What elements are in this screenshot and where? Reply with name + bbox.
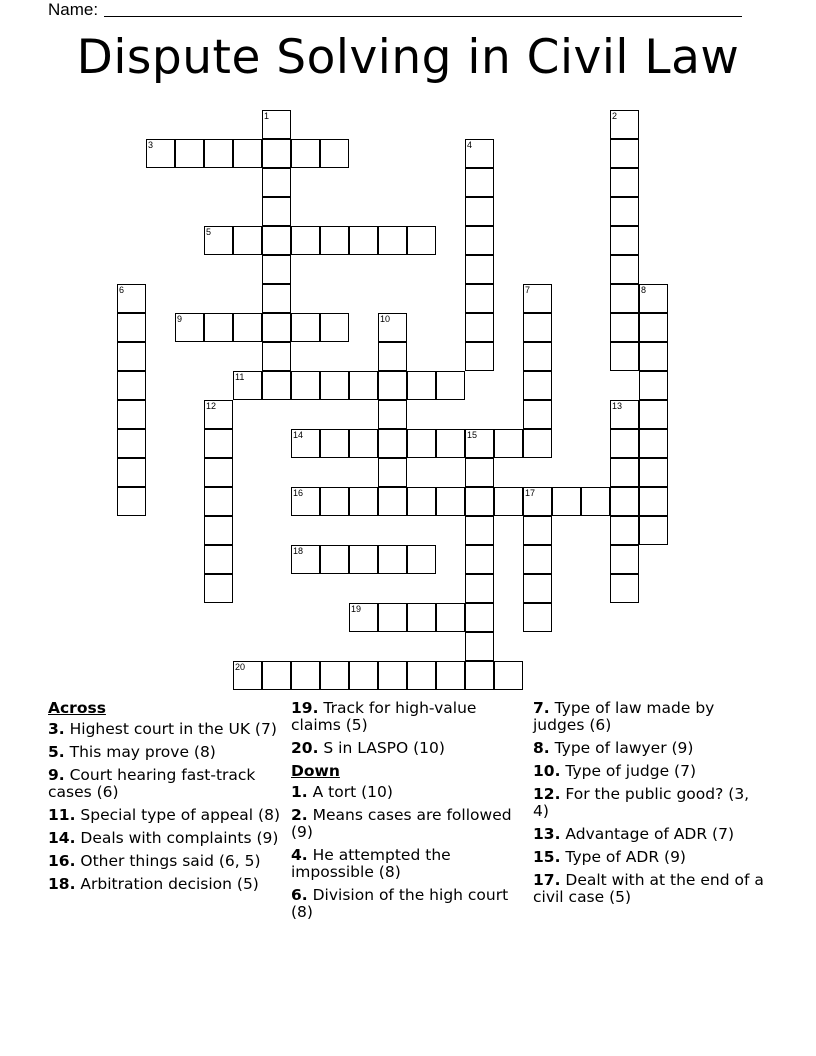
grid-cell[interactable] <box>378 545 407 574</box>
grid-cell[interactable] <box>262 255 291 284</box>
grid-cell[interactable] <box>349 603 378 632</box>
grid-cell[interactable] <box>639 516 668 545</box>
grid-cell[interactable] <box>291 545 320 574</box>
down-clue <box>533 826 769 843</box>
clue-number: 13 <box>612 401 623 411</box>
grid-cell[interactable] <box>523 284 552 313</box>
grid-cell[interactable] <box>262 110 291 139</box>
grid-cell[interactable] <box>407 661 436 690</box>
clue-number: 2 <box>612 111 618 121</box>
clue-number: 10 <box>380 314 391 324</box>
grid-cell[interactable] <box>494 429 523 458</box>
grid-cell[interactable] <box>378 487 407 516</box>
clue-text: A tort (10) <box>307 783 393 801</box>
grid-cell[interactable] <box>407 545 436 574</box>
clue-text: S in LASPO (10) <box>318 739 445 757</box>
clue-text: Type of judge (7) <box>560 762 697 780</box>
across-clue <box>291 700 527 734</box>
grid-cell[interactable] <box>262 371 291 400</box>
grid-cell[interactable] <box>407 487 436 516</box>
clue-text: Other things said (6, 5) <box>75 852 261 870</box>
grid-cell[interactable] <box>639 487 668 516</box>
down-clue <box>291 784 527 801</box>
grid-cell[interactable] <box>465 255 494 284</box>
clue-number: 19 <box>351 604 362 614</box>
grid-cell[interactable] <box>378 342 407 371</box>
grid-cell[interactable] <box>378 313 407 342</box>
clue-number: 6 <box>119 285 125 295</box>
grid-cell[interactable] <box>233 371 262 400</box>
grid-cell[interactable] <box>465 429 494 458</box>
grid-cell[interactable] <box>407 226 436 255</box>
grid-cell[interactable] <box>407 429 436 458</box>
grid-cell[interactable] <box>233 661 262 690</box>
down-clue <box>533 849 769 866</box>
grid-cell[interactable] <box>523 603 552 632</box>
across-heading: Across <box>48 699 106 717</box>
page-title: Dispute Solving in Civil Law <box>76 30 740 85</box>
grid-cell[interactable] <box>117 487 146 516</box>
clue-text: Arbitration decision (5) <box>75 875 259 893</box>
clue-number-label: 2. <box>291 806 308 824</box>
grid-cell[interactable] <box>639 371 668 400</box>
grid-cell[interactable] <box>465 487 494 516</box>
grid-cell[interactable] <box>610 284 639 313</box>
grid-cell[interactable] <box>639 342 668 371</box>
clue-number: 4 <box>467 140 473 150</box>
grid-cell[interactable] <box>494 487 523 516</box>
clue-number-label: 10. <box>533 762 561 780</box>
grid-cell[interactable] <box>610 400 639 429</box>
grid-cell[interactable] <box>610 516 639 545</box>
grid-cell[interactable] <box>204 458 233 487</box>
grid-cell[interactable] <box>610 313 639 342</box>
clue-number-label: 12. <box>533 785 561 803</box>
clue-number: 12 <box>206 401 217 411</box>
grid-cell[interactable] <box>291 661 320 690</box>
grid-cell[interactable] <box>465 632 494 661</box>
grid-cell[interactable] <box>204 487 233 516</box>
clue-number-label: 11. <box>48 806 76 824</box>
grid-cell[interactable] <box>378 603 407 632</box>
grid-cell[interactable] <box>465 458 494 487</box>
grid-cell[interactable] <box>204 516 233 545</box>
clue-number: 5 <box>206 227 212 237</box>
clue-number: 20 <box>235 662 246 672</box>
clue-text: Special type of appeal (8) <box>75 806 280 824</box>
grid-cell[interactable] <box>291 371 320 400</box>
down-clue <box>533 763 769 780</box>
grid-cell[interactable] <box>465 197 494 226</box>
grid-cell[interactable] <box>436 487 465 516</box>
clue-number-label: 14. <box>48 829 76 847</box>
grid-cell[interactable] <box>320 226 349 255</box>
grid-cell[interactable] <box>436 661 465 690</box>
grid-cell[interactable] <box>610 168 639 197</box>
grid-cell[interactable] <box>639 284 668 313</box>
clue-number-label: 7. <box>533 699 550 717</box>
grid-cell[interactable] <box>320 429 349 458</box>
clue-number: 14 <box>293 430 304 440</box>
grid-cell[interactable] <box>204 313 233 342</box>
grid-cell[interactable] <box>175 139 204 168</box>
down-clue <box>291 807 527 841</box>
clue-text: This may prove (8) <box>64 743 216 761</box>
grid-cell[interactable] <box>320 545 349 574</box>
clue-text: Type of lawyer (9) <box>549 739 694 757</box>
grid-cell[interactable] <box>494 661 523 690</box>
grid-cell[interactable] <box>436 603 465 632</box>
clue-number-label: 9. <box>48 766 65 784</box>
grid-cell[interactable] <box>233 226 262 255</box>
down-heading: Down <box>291 762 340 780</box>
grid-cell[interactable] <box>291 139 320 168</box>
clue-number: 1 <box>264 111 270 121</box>
clue-number-label: 18. <box>48 875 76 893</box>
grid-cell[interactable] <box>378 371 407 400</box>
grid-cell[interactable] <box>204 139 233 168</box>
grid-cell[interactable] <box>233 139 262 168</box>
grid-cell[interactable] <box>610 139 639 168</box>
grid-cell[interactable] <box>523 487 552 516</box>
clue-text: Track for high-value claims (5) <box>291 699 477 734</box>
grid-cell[interactable] <box>639 313 668 342</box>
grid-cell[interactable] <box>117 313 146 342</box>
grid-cell[interactable] <box>175 313 204 342</box>
grid-cell[interactable] <box>262 342 291 371</box>
clues-column-3 <box>533 700 769 912</box>
clues-column-1 <box>48 700 284 899</box>
clue-text: Division of the high court (8) <box>291 886 509 921</box>
grid-cell[interactable] <box>291 429 320 458</box>
grid-cell[interactable] <box>523 313 552 342</box>
grid-cell[interactable] <box>465 516 494 545</box>
grid-cell[interactable] <box>204 545 233 574</box>
grid-cell[interactable] <box>523 545 552 574</box>
clue-number-label: 3. <box>48 720 65 738</box>
grid-cell[interactable] <box>262 197 291 226</box>
across-clue <box>48 876 284 893</box>
grid-cell[interactable] <box>523 342 552 371</box>
grid-cell[interactable] <box>320 371 349 400</box>
grid-cell[interactable] <box>117 429 146 458</box>
grid-cell[interactable] <box>117 284 146 313</box>
grid-cell[interactable] <box>378 429 407 458</box>
grid-cell[interactable] <box>523 516 552 545</box>
grid-cell[interactable] <box>610 110 639 139</box>
clue-text: For the public good? (3, 4) <box>533 785 750 820</box>
grid-cell[interactable] <box>349 371 378 400</box>
grid-cell[interactable] <box>610 342 639 371</box>
clue-number-label: 16. <box>48 852 76 870</box>
down-clue <box>533 700 769 734</box>
name-label: Name: <box>48 0 99 19</box>
down-clue <box>533 872 769 906</box>
clue-text: He attempted the impossible (8) <box>291 846 451 881</box>
clue-number: 3 <box>148 140 154 150</box>
grid-cell[interactable] <box>610 429 639 458</box>
clue-number-label: 6. <box>291 886 308 904</box>
grid-cell[interactable] <box>581 487 610 516</box>
clue-number-label: 8. <box>533 739 550 757</box>
down-clue <box>291 887 527 921</box>
down-clue <box>533 786 769 820</box>
grid-cell[interactable] <box>523 400 552 429</box>
grid-cell[interactable] <box>262 226 291 255</box>
grid-cell[interactable] <box>320 313 349 342</box>
clue-text: Deals with complaints (9) <box>75 829 279 847</box>
clues-column-2 <box>291 700 527 927</box>
grid-cell[interactable] <box>523 429 552 458</box>
clue-number: 15 <box>467 430 478 440</box>
grid-cell[interactable] <box>262 661 291 690</box>
down-clue <box>533 740 769 757</box>
clue-text: Means cases are followed (9) <box>291 806 512 841</box>
clue-number-label: 20. <box>291 739 319 757</box>
clue-number-label: 5. <box>48 743 65 761</box>
grid-cell[interactable] <box>436 371 465 400</box>
grid-cell[interactable] <box>204 400 233 429</box>
grid-cell[interactable] <box>262 139 291 168</box>
clue-number: 7 <box>525 285 531 295</box>
grid-cell[interactable] <box>262 168 291 197</box>
clue-text: Court hearing fast-track cases (6) <box>48 766 256 801</box>
grid-cell[interactable] <box>349 661 378 690</box>
grid-cell[interactable] <box>204 574 233 603</box>
grid-cell[interactable] <box>146 139 175 168</box>
grid-cell[interactable] <box>610 574 639 603</box>
clue-number-label: 13. <box>533 825 561 843</box>
clue-number-label: 15. <box>533 848 561 866</box>
grid-cell[interactable] <box>233 313 262 342</box>
clue-number-label: 19. <box>291 699 319 717</box>
grid-cell[interactable] <box>465 168 494 197</box>
grid-cell[interactable] <box>465 661 494 690</box>
grid-cell[interactable] <box>610 255 639 284</box>
clue-number-label: 1. <box>291 783 308 801</box>
grid-cell[interactable] <box>117 458 146 487</box>
across-clue <box>291 740 527 757</box>
grid-cell[interactable] <box>117 400 146 429</box>
grid-cell[interactable] <box>610 487 639 516</box>
grid-cell[interactable] <box>465 603 494 632</box>
grid-cell[interactable] <box>291 487 320 516</box>
grid-cell[interactable] <box>204 226 233 255</box>
grid-cell[interactable] <box>291 313 320 342</box>
clue-text: Highest court in the UK (7) <box>64 720 277 738</box>
grid-cell[interactable] <box>320 487 349 516</box>
across-clue <box>48 767 284 801</box>
grid-cell[interactable] <box>465 226 494 255</box>
grid-cell[interactable] <box>610 545 639 574</box>
grid-cell[interactable] <box>465 313 494 342</box>
across-clue <box>48 721 284 738</box>
clue-text: Advantage of ADR (7) <box>560 825 734 843</box>
grid-cell[interactable] <box>639 458 668 487</box>
across-clue <box>48 744 284 761</box>
grid-cell[interactable] <box>465 284 494 313</box>
clue-number: 17 <box>525 488 536 498</box>
clue-text: Type of ADR (9) <box>560 848 686 866</box>
grid-cell[interactable] <box>523 574 552 603</box>
grid-cell[interactable] <box>610 197 639 226</box>
clue-number-label: 4. <box>291 846 308 864</box>
grid-cell[interactable] <box>610 458 639 487</box>
grid-cell[interactable] <box>610 226 639 255</box>
clue-text: Dealt with at the end of a civil case (5) <box>533 871 764 906</box>
clue-number-label: 17. <box>533 871 561 889</box>
grid-cell[interactable] <box>378 400 407 429</box>
grid-cell[interactable] <box>523 371 552 400</box>
grid-cell[interactable] <box>552 487 581 516</box>
grid-cell[interactable] <box>291 226 320 255</box>
clue-number: 8 <box>641 285 647 295</box>
grid-cell[interactable] <box>349 226 378 255</box>
clue-number: 9 <box>177 314 183 324</box>
grid-cell[interactable] <box>378 226 407 255</box>
clue-number: 18 <box>293 546 304 556</box>
grid-cell[interactable] <box>436 429 465 458</box>
grid-cell[interactable] <box>349 545 378 574</box>
grid-cell[interactable] <box>407 603 436 632</box>
down-clue <box>291 847 527 881</box>
grid-cell[interactable] <box>465 574 494 603</box>
grid-cell[interactable] <box>465 342 494 371</box>
clue-text: Type of law made by judges (6) <box>533 699 715 734</box>
grid-cell[interactable] <box>262 313 291 342</box>
grid-cell[interactable] <box>117 371 146 400</box>
grid-cell[interactable] <box>639 400 668 429</box>
across-clue <box>48 807 284 824</box>
grid-cell[interactable] <box>204 429 233 458</box>
clue-number: 16 <box>293 488 304 498</box>
clue-number: 11 <box>235 372 245 382</box>
grid-cell[interactable] <box>465 139 494 168</box>
grid-cell[interactable] <box>407 371 436 400</box>
grid-cell[interactable] <box>378 661 407 690</box>
grid-cell[interactable] <box>320 661 349 690</box>
grid-cell[interactable] <box>117 342 146 371</box>
across-clue <box>48 853 284 870</box>
grid-cell[interactable] <box>378 458 407 487</box>
grid-cell[interactable] <box>262 284 291 313</box>
grid-cell[interactable] <box>349 429 378 458</box>
grid-cell[interactable] <box>320 139 349 168</box>
across-clue <box>48 830 284 847</box>
grid-cell[interactable] <box>639 429 668 458</box>
grid-cell[interactable] <box>465 545 494 574</box>
grid-cell[interactable] <box>349 487 378 516</box>
